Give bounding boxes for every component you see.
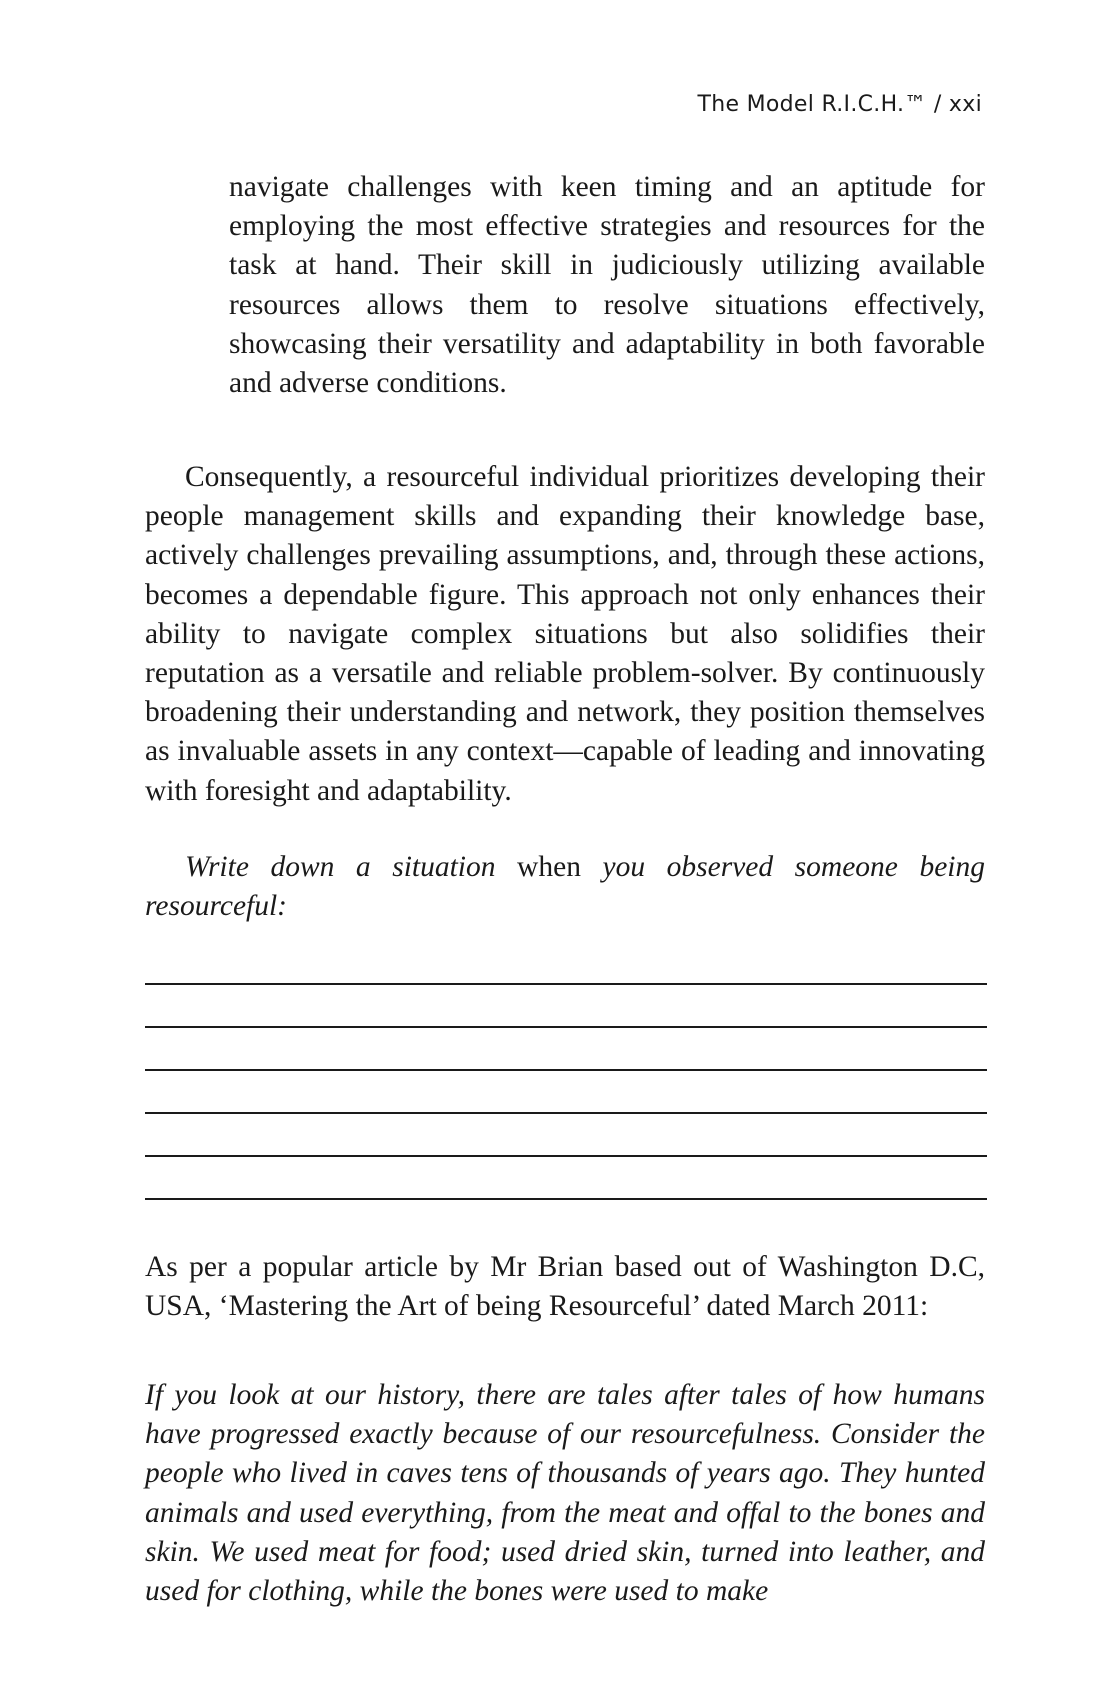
article-citation: As per a popular article by Mr Brian based out of Washington D.C, USA, ‘Mastering the Art of being Resourceful’ dated March 2011: — [145, 1251, 985, 1323]
answer-line[interactable] — [145, 1155, 987, 1157]
answer-line[interactable] — [145, 1069, 987, 1071]
prompt-italic-1: Write down a situation — [185, 851, 496, 883]
answer-line[interactable] — [145, 1198, 987, 1200]
prompt-italic-2: you observed someone being resourceful: — [145, 851, 985, 923]
article-quote: If you look at our history, there are tales after tales of how humans have progressed exactly because of our resourcefulness. Consider the people who lived in caves tens of thousands of years ago. They hunted animals and used everything, from the meat and offal to the bones and skin. We used meat for food; used dried skin, turned into leather, and used for clothing, while the bones were used to make — [145, 1379, 985, 1608]
prompt-roman: when — [495, 851, 603, 883]
answer-line[interactable] — [145, 1026, 987, 1028]
answer-line[interactable] — [145, 1112, 987, 1114]
writing-prompt — [145, 848, 985, 926]
answer-line[interactable] — [145, 983, 987, 985]
main-paragraph: Consequently, a resourceful individual prioritizes developing their people management skills and expanding their knowledge base, actively challenges prevailing assumptions, and, through these actions, becomes a dependable figure. This approach not only enhances their ability to navigate complex situations but also solidifies their reputation as a versatile and reliable problem-solver. By continuously broadening their understanding and network, they position themselves as invaluable assets in any context—capable of leading and innovating with foresight and adaptability. — [145, 461, 985, 807]
answer-lines — [145, 983, 987, 1241]
running-head: The Model R.I.C.H.™ / xxi — [697, 92, 982, 117]
block-quote-paragraph: navigate challenges with keen timing and an aptitude for employing the most effective strategies and resources for the task at hand. Their skill in judiciously utilizing available resources allows them to resolve situations effectively, showcasing their versatility and adaptability in both favorable and adverse conditions. — [229, 171, 985, 400]
